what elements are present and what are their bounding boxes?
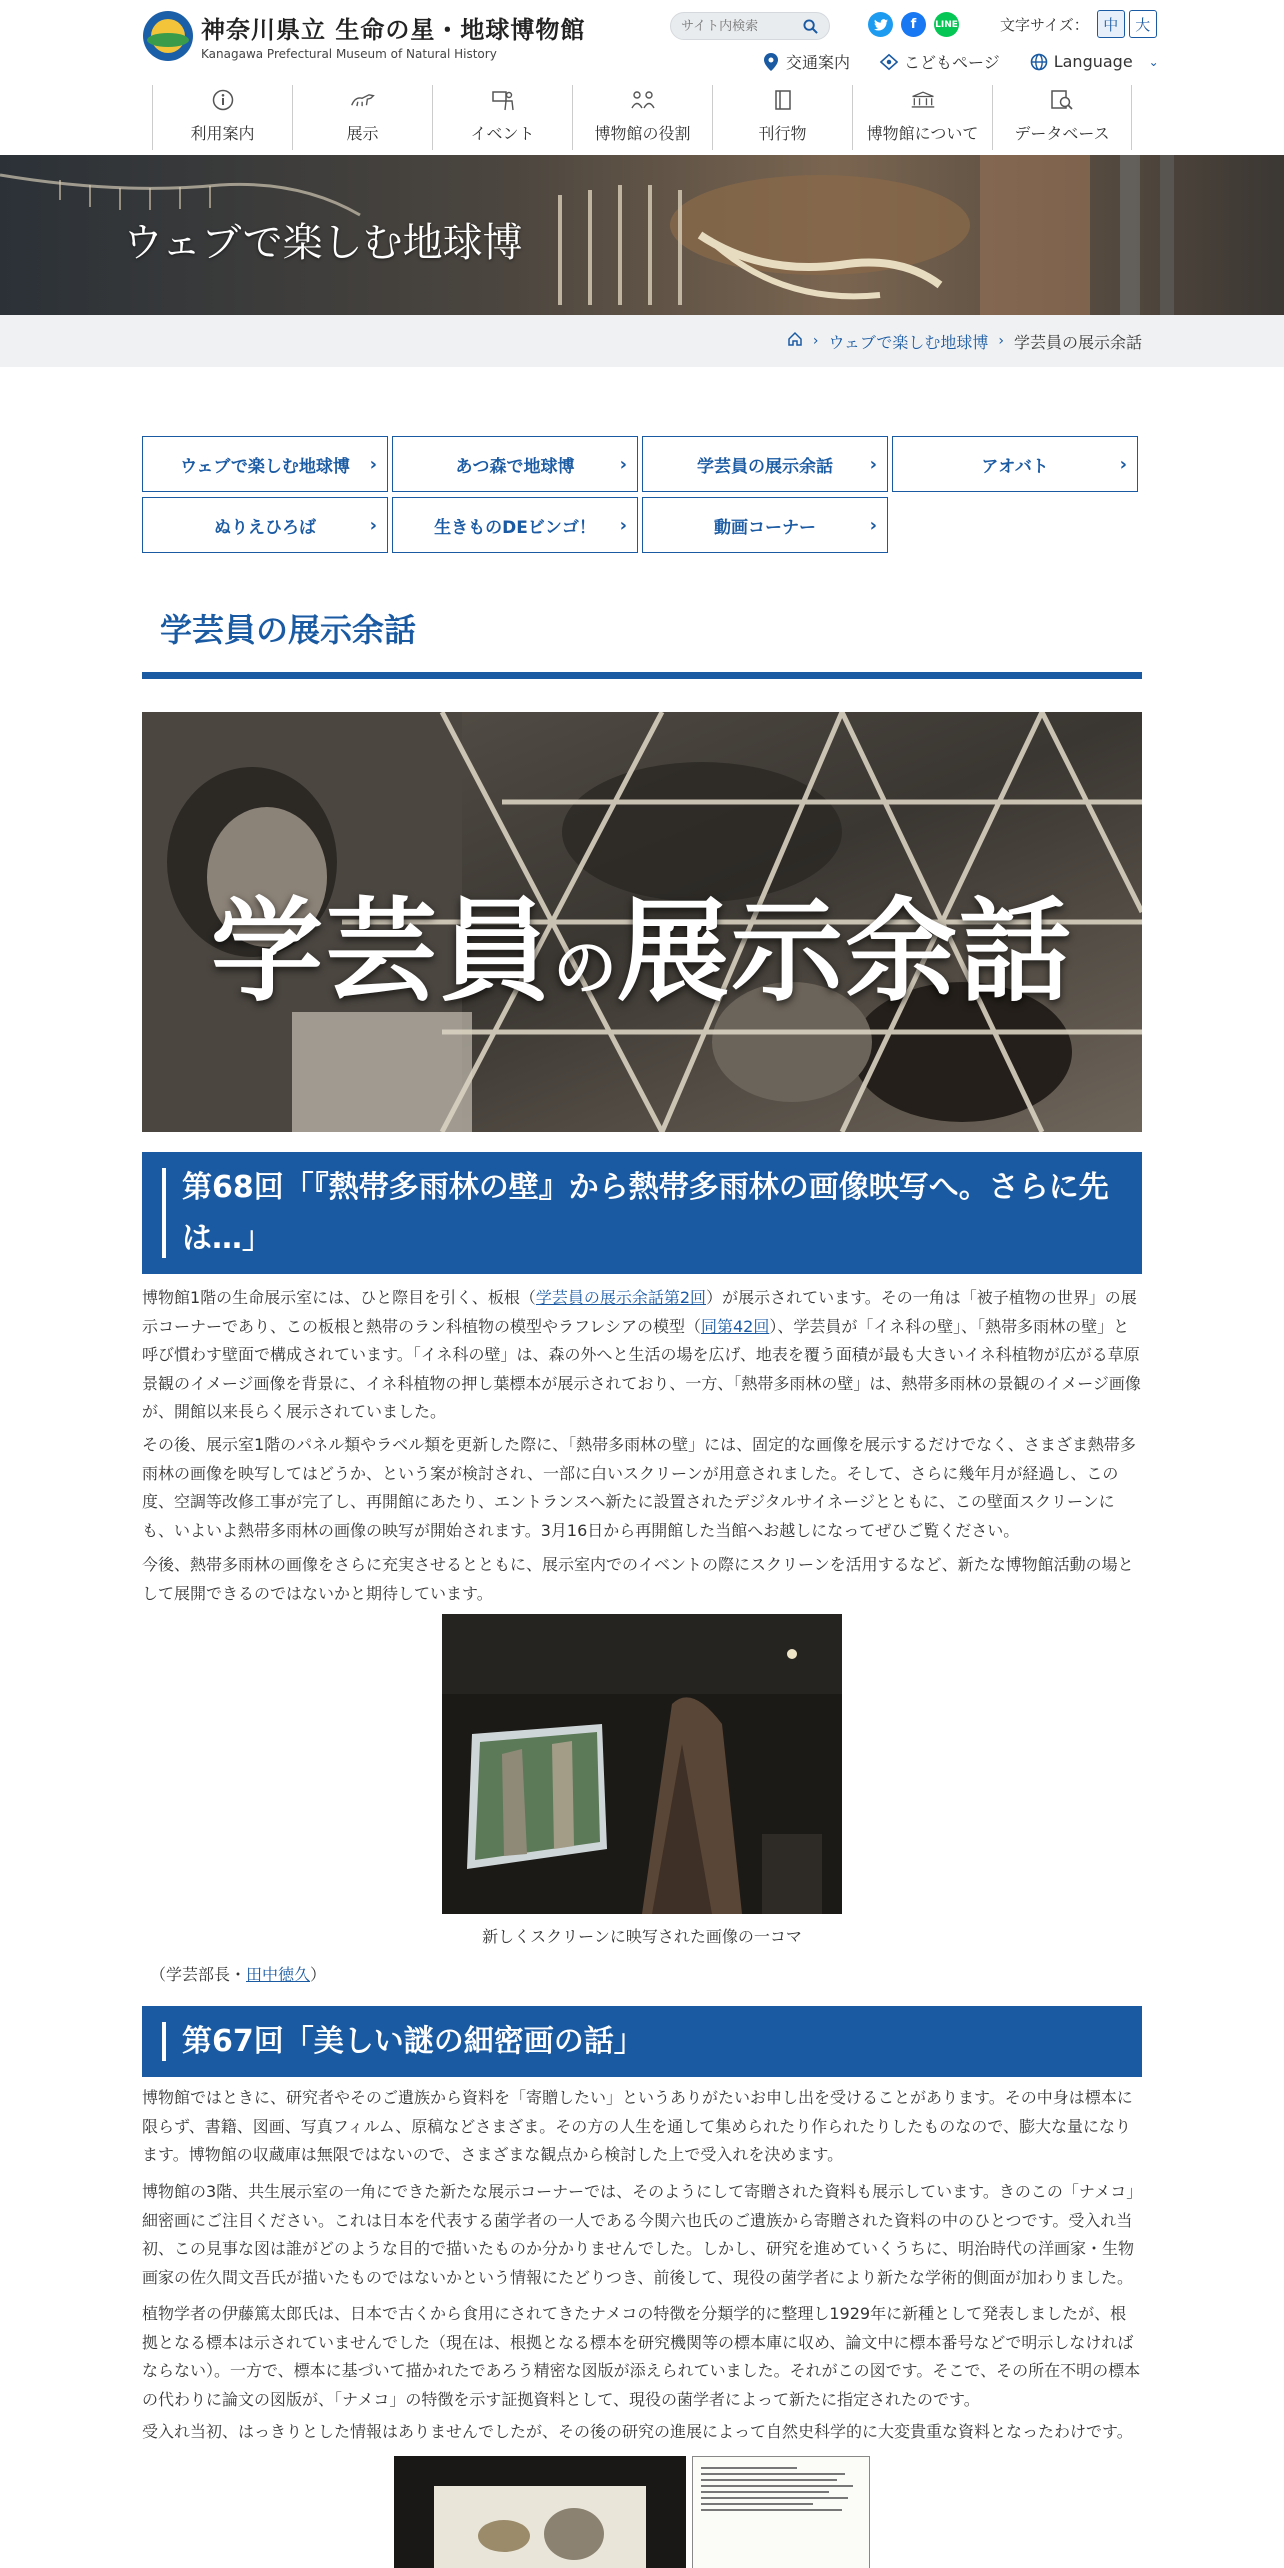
subnav-label: あつ森で地球博: [455, 456, 575, 477]
mushroom-illustration-photo: [394, 2456, 686, 2568]
subnav-curator-talks[interactable]: [642, 436, 888, 492]
site-logo[interactable]: [143, 10, 585, 61]
chevron-right-icon: ›: [619, 453, 627, 475]
paper-page-photo: [692, 2456, 870, 2568]
article-67-heading: 第67回「美しい謎の細密画の話」: [142, 2006, 1142, 2077]
kids-icon: [880, 53, 898, 71]
home-icon[interactable]: [787, 331, 803, 351]
globe-icon: [1030, 53, 1048, 71]
subnav-label: ウェブで楽しむ地球博: [180, 456, 350, 477]
utility-nav: [762, 50, 1159, 73]
nav-label: データベース: [1014, 124, 1110, 143]
text: ）、学芸員が「イネ科の壁」、「熱帯多雨林の壁」と呼び慣わす壁面で構成されています。「イネ科の壁」は、森の外へと生活の場を広げ、地表を覆う面積が最も大きいイネ科植物が広がる草原景観のイメージ画像を背景に、イネ科植物の押し葉標本が展示されており、一方、「熱帯多雨林の壁」は、熱帯多雨林の景観のイメージ画像が、開館以来長らく展示されていました。: [142, 1316, 1141, 1421]
title-divider: [142, 672, 1142, 679]
subnav-web-museum[interactable]: [142, 436, 388, 492]
link-curator-talk-2[interactable]: 学芸員の展示余話第2回: [535, 1288, 707, 1307]
access-label: 交通案内: [786, 53, 851, 72]
text: 博物館1階の生命展示室には、ひと際目を引く、板根（: [142, 1288, 536, 1307]
subnav-coloring[interactable]: [142, 497, 388, 553]
article-68-paragraph-3: 今後、熱帯多雨林の画像をさらに充実させるとともに、展示室内でのイベントの際にスクリーンを活用するなど、新たな博物館活動の場として展開できるのではないかと期待しています。: [142, 1555, 1134, 1603]
global-nav: [152, 85, 1132, 150]
subnav-label: 学芸員の展示余話: [697, 456, 833, 477]
nav-label: 刊行物: [758, 124, 807, 143]
chevron-right-icon: ›: [369, 514, 377, 536]
nav-item-guide[interactable]: [152, 85, 292, 150]
chevron-right-icon: ›: [369, 453, 377, 475]
section-subnav: [142, 436, 1140, 553]
logo-title: 神奈川県立 生命の星・地球博物館: [201, 16, 586, 44]
subnav-videos[interactable]: [642, 497, 888, 553]
font-size-label: 文字サイズ：: [1000, 15, 1089, 34]
kids-page-label: こどもページ: [904, 53, 1000, 72]
subnav-label: 生きものDEビンゴ！: [434, 517, 596, 538]
photo-caption: 新しくスクリーンに映写された画像の一コマ: [482, 1927, 802, 1946]
nav-label: 展示: [346, 124, 379, 143]
subnav-atsumori[interactable]: [392, 436, 638, 492]
text: ）: [310, 1965, 327, 1984]
banner-title-part: 学芸員: [211, 886, 553, 1017]
feature-banner: [142, 712, 1142, 1132]
banner-title-part: 展示余話: [617, 886, 1073, 1017]
line-icon[interactable]: LINE: [934, 12, 959, 37]
breadcrumb: [0, 315, 1284, 367]
nav-item-about[interactable]: [852, 85, 992, 150]
nav-label: 利用案内: [190, 124, 255, 143]
nav-item-publications[interactable]: [712, 85, 852, 150]
hero-title: ウェブで楽しむ地球博: [123, 220, 523, 266]
nav-item-exhibits[interactable]: [292, 85, 432, 150]
chevron-right-icon: ›: [1119, 453, 1127, 475]
dinosaur-icon: [350, 87, 376, 113]
font-size-medium-button[interactable]: 中: [1097, 10, 1125, 38]
pin-icon: [762, 53, 780, 71]
nav-label: イベント: [470, 124, 535, 143]
database-icon: [1049, 87, 1075, 113]
chevron-down-icon: ⌄: [1148, 54, 1159, 69]
subnav-aobato[interactable]: [892, 436, 1138, 492]
subnav-label: ぬりえひろば: [214, 517, 316, 538]
search-icon[interactable]: [801, 17, 819, 35]
text: ）が展示されています。その一角は「被子植物の世界」の展示コーナーであり、この板根と熱帯のラン科植物の模型やラフレシアの模型（: [142, 1288, 1137, 1336]
museum-icon: [910, 87, 936, 113]
facebook-icon[interactable]: f: [901, 12, 926, 37]
event-icon: [490, 87, 516, 113]
nav-item-role[interactable]: [572, 85, 712, 150]
breadcrumb-separator-icon: ›: [998, 333, 1004, 349]
social-links: [868, 12, 959, 37]
site-header: [0, 0, 1284, 155]
subnav-label: アオバト: [981, 456, 1049, 477]
access-link[interactable]: [762, 50, 850, 73]
chevron-right-icon: ›: [619, 514, 627, 536]
article-67-paragraph-3: 植物学者の伊藤篤太郎氏は、日本で古くから食用にされてきたナメコの特徴を分類学的に整理し1929年に新種として発表しましたが、根拠となる標本は示されていませんでした（現在は、根拠となる標本を研究機関等の標本庫に収め、論文中に標本番号などで明示しなければならない）。一方で、標本に基づいて描かれたであろう精密な図版が添えられていました。それがこの図です。そこで、その所在不明の標本の代わりに論文の図版が、「ナメコ」の特徴を示す証拠資料として、現役の菌学者によって新たに指定されたのです。: [142, 2304, 1141, 2409]
hero-banner: [0, 155, 1284, 315]
page-title: 学芸員の展示余話: [160, 611, 417, 649]
banner-title: [142, 862, 1142, 1023]
breadcrumb-link-web[interactable]: ウェブで楽しむ地球博: [828, 332, 989, 352]
screen-projection-photo: [442, 1614, 842, 1914]
chevron-right-icon: ›: [869, 514, 877, 536]
info-icon: [210, 87, 236, 113]
breadcrumb-current: 学芸員の展示余話: [1013, 332, 1142, 352]
kids-page-link[interactable]: [880, 50, 1000, 73]
role-icon: [630, 87, 656, 113]
article-67-paragraph-2: 博物館の3階、共生展示室の一角にできた新たな展示コーナーでは、そのようにして寄贈された資料も展示しています。きのこの「ナメコ」細密画にご注目ください。これは日本を代表する菌学者の一人である今関六也氏のご遺族から寄贈された資料の中のひとつです。受入れ当初、この見事な図は誰がどのような目的で描いたものか分かりませんでした。しかし、研究を進めていくうちに、明治時代の洋画家・生物画家の佐久間文吾氏が描いたものではないかという情報にたどりつき、前後して、現役の菌学者により新たな学術的側面が加わりました。: [142, 2182, 1135, 2287]
logo-subtitle: Kanagawa Prefectural Museum of Natural History: [201, 47, 497, 61]
subnav-bingo[interactable]: [392, 497, 638, 553]
search-input[interactable]: [681, 19, 801, 34]
nav-item-database[interactable]: [992, 85, 1132, 150]
article-67-paragraph-1: 博物館ではときに、研究者やそのご遺族から資料を「寄贈したい」というありがたいお申し出を受けることがあります。その中身は標本に限らず、書籍、図画、写真フィルム、原稿などさまざま。その方の人生を通して集められたり作られたりしたものなので、膨大な量になります。博物館の収蔵庫は無限ではないので、さまざまな観点から検討した上で受入れを決めます。: [142, 2088, 1133, 2164]
article-68-heading: 第68回「『熱帯多雨林の壁』から熱帯多雨林の画像映写へ。さらに先は…」: [142, 1152, 1142, 1274]
banner-title-part: の: [553, 931, 617, 1006]
book-icon: [770, 87, 796, 113]
site-search: [670, 12, 830, 40]
twitter-icon[interactable]: [868, 12, 893, 37]
article-67-paragraph-4: 受入れ当初、はっきりとした情報はありませんでしたが、その後の研究の進展によって自然史科学的に大変貴重な資料となったわけです。: [142, 2422, 1133, 2441]
nav-label: 博物館の役割: [594, 124, 691, 143]
chevron-right-icon: ›: [869, 453, 877, 475]
breadcrumb-separator-icon: ›: [812, 333, 819, 349]
article-68-credit: [150, 1962, 326, 1985]
language-label: Language: [1053, 52, 1133, 71]
link-curator-talk-42[interactable]: 同第42回: [700, 1316, 770, 1336]
font-size-large-button[interactable]: 大: [1129, 10, 1157, 38]
nav-item-events[interactable]: [432, 85, 572, 150]
nav-label: 博物館について: [866, 124, 979, 143]
author-link[interactable]: 田中徳久: [246, 1965, 311, 1984]
article-68-paragraph-2: その後、展示室1階のパネル類やラベル類を更新した際に、「熱帯多雨林の壁」には、固定的な画像を展示するだけでなく、さまざま熱帯多雨林の画像を映写してはどうか、という案が検討され、一部に白いスクリーンが用意されました。そして、さらに幾年月が経過し、この度、空調等改修工事が完了し、再開館にあたり、エントランスへ新たに設置されたデジタルサイネージとともに、この壁面スクリーンにも、いよいよ熱帯多雨林の画像の映写が開始されます。3月16日から再開館した当館へお越しになってぜひご覧ください。: [142, 1435, 1136, 1540]
museum-logo-icon: [143, 11, 193, 61]
subnav-label: 動画コーナー: [714, 517, 816, 538]
article-68-paragraph-1: [142, 1284, 1142, 1427]
text: （学芸部長・: [150, 1965, 247, 1984]
language-selector[interactable]: [1030, 50, 1159, 73]
font-size-switcher: [1000, 10, 1157, 38]
